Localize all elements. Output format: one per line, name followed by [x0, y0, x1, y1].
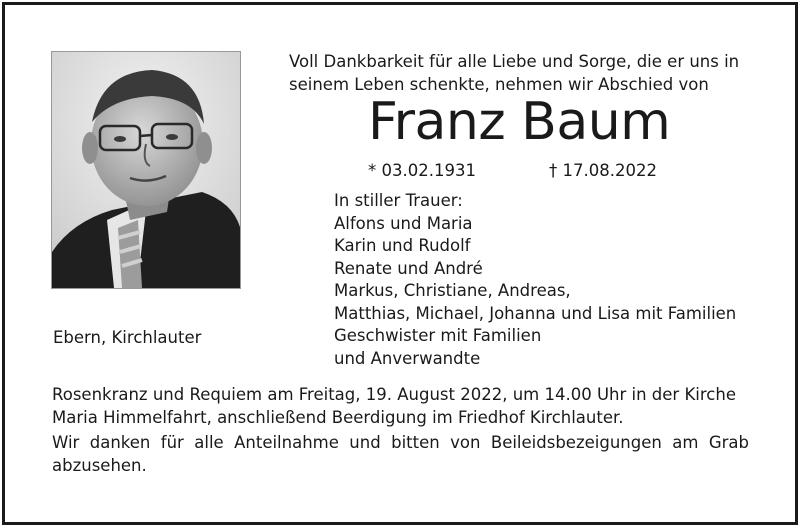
birth-date: * 03.02.1931 — [368, 161, 476, 180]
place-text: Ebern, Kirchlauter — [53, 328, 202, 347]
service-line: Rosenkranz und Requiem am Freitag, 19. August 2022, um 14.00 Uhr in der Kirche — [52, 385, 736, 404]
thanks-text: Wir danken für alle Anteilnahme und bitten von Beileidsbezeigungen am Grab abzusehen. — [52, 433, 749, 475]
service-info — [52, 384, 736, 429]
mourner-line: Alfons und Maria — [334, 213, 473, 233]
mourner-line: Karin und Rudolf — [334, 236, 471, 255]
mourners-list — [334, 190, 736, 370]
mourner-line: Geschwister mit Familien — [334, 326, 542, 345]
portrait-photo — [52, 52, 240, 288]
mourner-line: Markus, Christiane, Andreas, — [334, 281, 571, 300]
deceased-name: Franz Baum — [368, 92, 671, 152]
mourner-line: und Anverwandte — [334, 348, 481, 368]
death-date: † 17.08.2022 — [549, 161, 657, 180]
service-line: Maria Himmelfahrt, anschließend Beerdigung im Friedhof Kirchlauter. — [52, 407, 624, 427]
intro-line: Voll Dankbarkeit für alle Liebe und Sorge, die er uns in — [289, 52, 740, 71]
intro-line: seinem Leben schenkte, nehmen wir Abschied von — [289, 74, 709, 94]
mourner-line: Renate und André — [334, 258, 483, 278]
mourners-heading: In stiller Trauer: — [334, 191, 463, 210]
mourner-line: Matthias, Michael, Johanna und Lisa mit Familien — [334, 303, 737, 323]
